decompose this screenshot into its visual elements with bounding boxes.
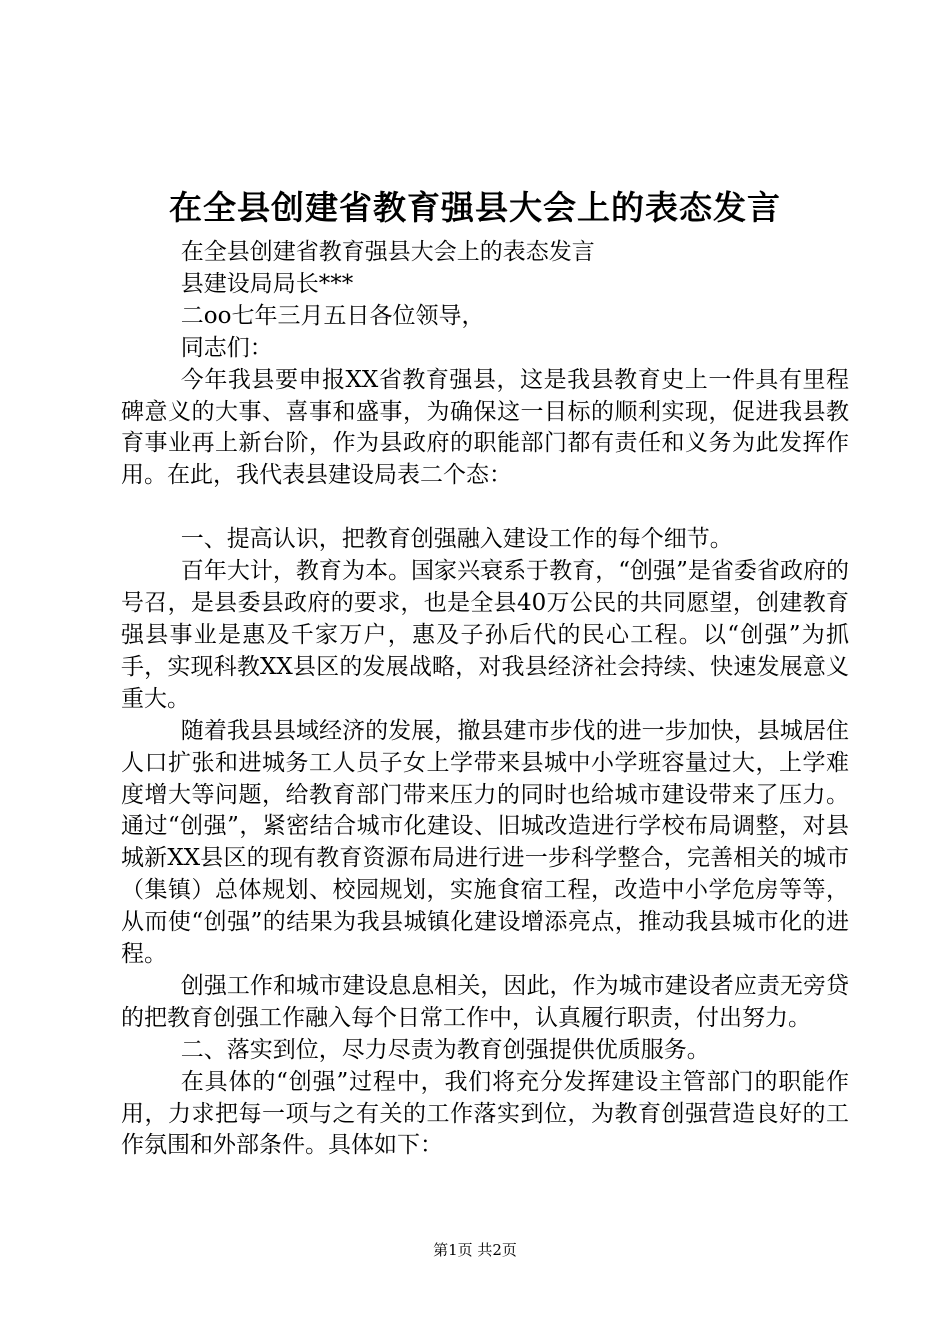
body-paragraph: 随着我县县域经济的发展，撤县建市步伐的进一步加快，县城居住人口扩张和进城务工人员子女上学带来县城中小学班容量过大，上学难度增大等问题，给教育部门带来压力的同时也给城市建设带来了压力。通过“创强”，紧密结合城市化建设、旧城改造进行学校布局调整，对县城新XX县区的现有教育资源布局进行进一步科学整合，完善相关的城市（集镇）总体规划、校园规划，实施食宿工程，改造中小学危房等等，从而使“创强”的结果为我县城镇化建设增添亮点，推动我县城市化的进程。 [121,717,849,968]
section-heading-2: 二、落实到位，尽力尽责为教育创强提供优质服务。 [180,1036,710,1063]
document-title: 在全县创建省教育强县大会上的表态发言 [169,188,781,227]
section-heading-1: 一、提高认识，把教育创强融入建设工作的每个细节。 [180,526,733,553]
body-paragraph: 创强工作和城市建设息息相关，因此，作为城市建设者应责无旁贷的把教育创强工作融入每个日常工作中，认真履行职责，付出努力。 [121,972,849,1031]
subtitle-paragraph: 在全县创建省教育强县大会上的表态发言 [180,239,595,265]
document-body [121,237,849,1162]
salutation-line: 同志们： [180,334,273,361]
page-number-footer: 第1页 共2页 [433,1241,517,1259]
body-paragraph: 今年我县要申报XX省教育强县，这是我县教育史上一件具有里程碑意义的大事、喜事和盛事，为确保这一目标的顺利实现，促进我县教育事业再上新台阶，作为县政府的职能部门都有责任和义务为此发挥作用。在此，我代表县建设局表二个态： [121,366,849,489]
speaker-line: 县建设局局长*** [180,270,354,297]
body-paragraph: 百年大计，教育为本。国家兴衰系于教育，“创强”是省委省政府的号召，是县委县政府的要求，也是全县40万公民的共同愿望，创建教育强县事业是惠及千家万户，惠及子孙后代的民心工程。以“创强”为抓手，实现科教XX县区的发展战略，对我县经济社会持续、快速发展意义重大。 [121,558,849,712]
date-salutation-line: 二oo七年三月五日各位领导， [180,302,485,329]
body-paragraph: 在具体的“创强”过程中，我们将充分发挥建设主管部门的职能作用，力求把每一项与之有关的工作落实到位，为教育创强营造良好的工作氛围和外部条件。具体如下： [121,1068,849,1159]
